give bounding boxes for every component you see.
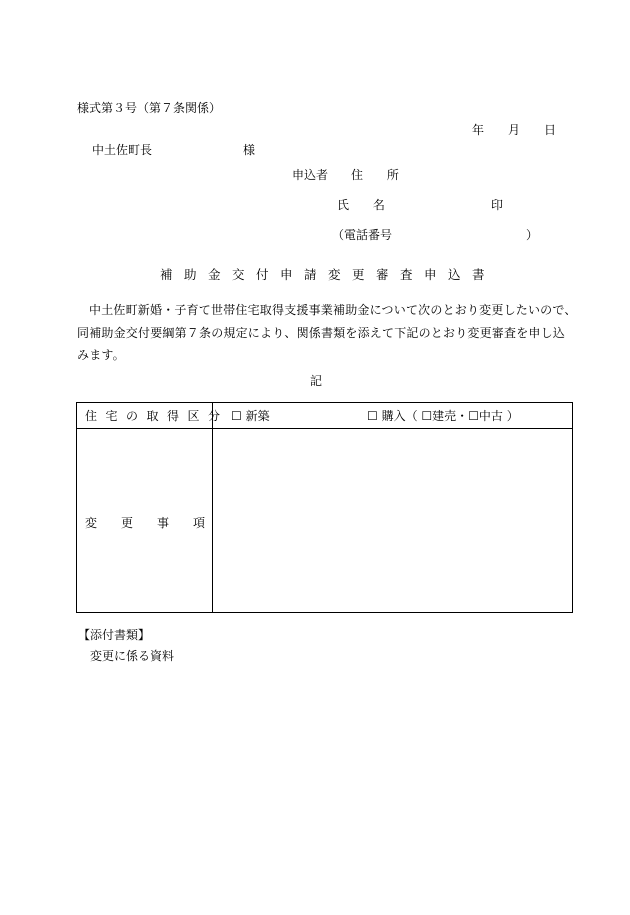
date-day-label: 日 bbox=[544, 123, 557, 137]
attachment-item: 変更に係る資料 bbox=[90, 649, 175, 663]
table-row-acquisition bbox=[77, 403, 572, 429]
phone-close-paren: ） bbox=[526, 228, 539, 242]
date-line bbox=[472, 123, 556, 137]
change-char-1: 変 bbox=[85, 516, 98, 530]
checkbox-new-construction[interactable]: ☐ 新築 bbox=[231, 409, 270, 423]
table-divider bbox=[212, 403, 213, 612]
body-text: 中土佐町新婚・子育て世帯住宅取得支援事業補助金について次のとおり変更したいので、同補助金交付要綱第７条の規定により、関係書類を添えて下記のとおり変更審査を申し込みます。 bbox=[77, 303, 577, 362]
change-char-3: 事 bbox=[157, 516, 170, 530]
addressee: 中土佐町長 bbox=[92, 143, 153, 157]
acquisition-type-label: 住宅の取得区分 bbox=[85, 409, 229, 423]
phone-label: （電話番号 bbox=[332, 228, 393, 242]
applicant-label: 申込者 bbox=[292, 168, 329, 182]
attachments-title: 【添付書類】 bbox=[78, 628, 151, 642]
form-number: 様式第３号（第７条関係） bbox=[77, 101, 222, 115]
addressee-suffix: 様 bbox=[243, 143, 256, 157]
ki-label: 記 bbox=[310, 374, 323, 388]
seal-mark: 印 bbox=[491, 198, 504, 212]
document-title: 補助金交付申請変更審査申込書 bbox=[160, 267, 497, 282]
date-year-label: 年 bbox=[472, 123, 485, 137]
form-table bbox=[76, 402, 573, 613]
change-items-label bbox=[85, 516, 205, 530]
name-label: 氏 名 bbox=[337, 198, 395, 212]
address-label: 住 所 bbox=[351, 168, 409, 182]
change-char-2: 更 bbox=[121, 516, 134, 530]
change-char-4: 項 bbox=[193, 516, 206, 530]
date-month-label: 月 bbox=[508, 123, 521, 137]
checkbox-purchase[interactable]: ☐ 購入（ ☐建売・☐中古 ） bbox=[367, 409, 519, 423]
